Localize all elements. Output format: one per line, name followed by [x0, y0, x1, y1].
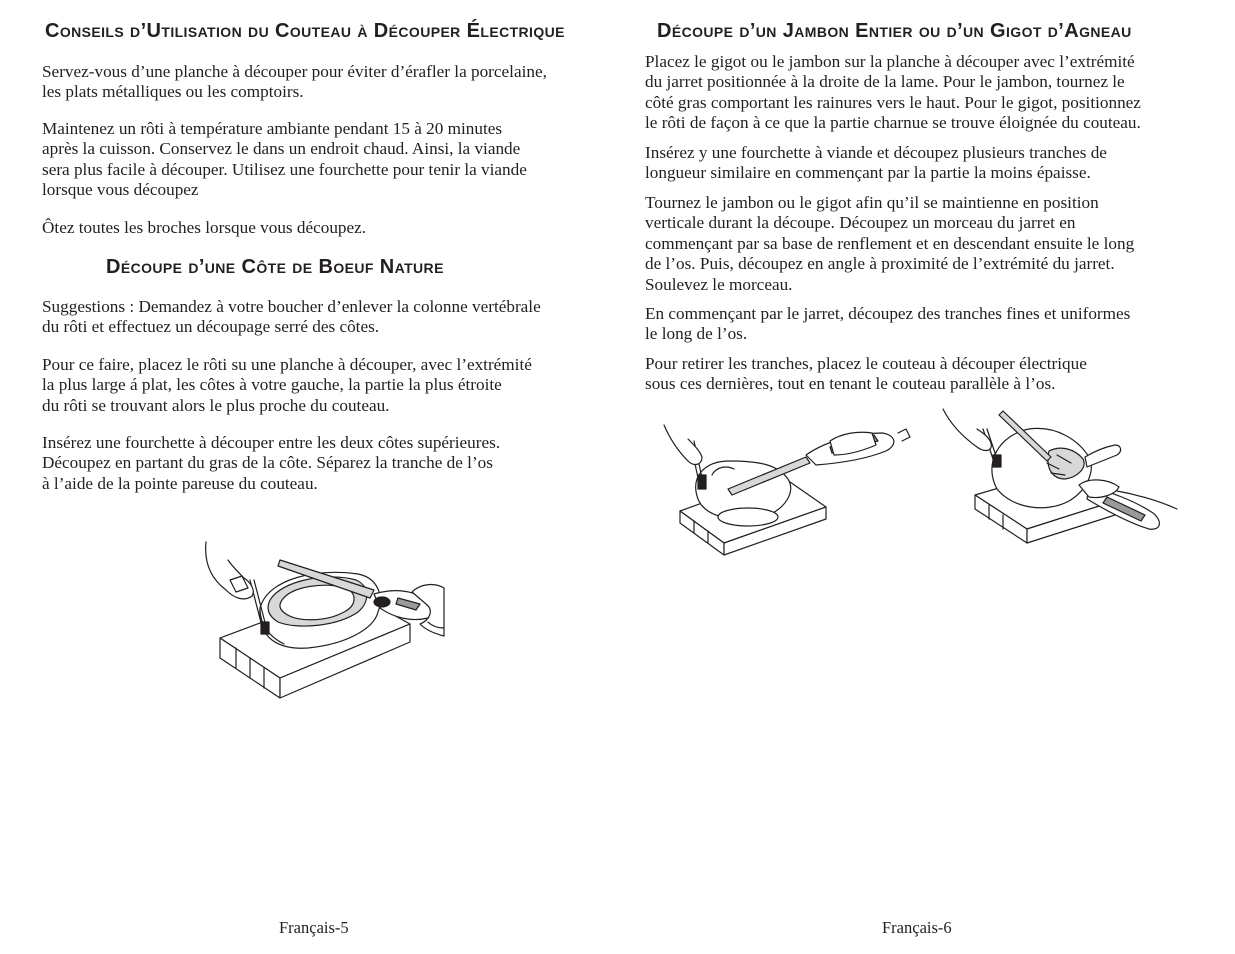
paragraph-remove-skewers: Ôtez toutes les broches lorsque vous découpez. — [42, 218, 367, 237]
page-number-right: Français-6 — [882, 918, 952, 937]
ham-slicing-illustration — [660, 405, 920, 557]
paragraph-thin-slices: En commençant par le jarret, découpez des tranches fines et uniformes le long de l’os. — [645, 304, 1131, 344]
paragraph-insert-fork: Insérez une fourchette à découper entre les deux côtes supérieures. Découpez en partant du gras de la côte. Séparez la tranche de l’os à l’aide de la pointe pareuse du couteau. — [42, 433, 501, 493]
paragraph-place-ham: Placez le gigot ou le jambon sur la planche à découper avec l’extrémité du jarret positionnée à la droite de la lame. Pour le jambon, tournez le côté gras comportant les rainures vers le haut. Pour le gigot, positionnez le rôti de façon à ce que la partie charnue se trouve éloignée du couteau. — [645, 52, 1141, 133]
paragraph-suggestions: Suggestions : Demandez à votre boucher d’enlever la colonne vertébrale du rôti et effectuez un découpage serré des côtes. — [42, 297, 541, 337]
paragraph-place-roast: Pour ce faire, placez le rôti su une planche à découper, avec l’extrémité la plus large á plat, les côtes à votre gauche, la partie la plus étroite du rôti se trouvant alors le plus proche du couteau. — [42, 355, 532, 415]
left-page — [0, 0, 617, 954]
paragraph-remove-slices: Pour retirer les tranches, placez le couteau à découper électrique sous ces dernières, tout en tenant le couteau parallèle à l’os. — [645, 354, 1087, 394]
paragraph-room-temperature: Maintenez un rôti à température ambiante pendant 15 à 20 minutes après la cuisson. Conservez le dans un endroit chaud. Ainsi, la viande sera plus facile à découper. Utilisez une fourchette pour tenir la viande lorsque vous découpez — [42, 119, 527, 200]
paragraph-cutting-board: Servez-vous d’une planche à découper pour éviter d’érafler la porcelaine, les plats métalliques ou les comptoirs. — [42, 62, 547, 102]
right-page — [617, 0, 1235, 954]
heading-tips: Conseils d’Utilisation du Couteau à Découper Électrique — [45, 20, 565, 42]
rib-roast-carving-illustration — [198, 538, 448, 703]
ham-upright-illustration — [939, 405, 1179, 547]
page-number-left: Français-5 — [279, 918, 349, 937]
paragraph-insert-fork-ham: Insérez y une fourchette à viande et découpez plusieurs tranches de longueur similaire en commençant par la partie la moins épaisse. — [645, 143, 1107, 183]
paragraph-turn-ham: Tournez le jambon ou le gigot afin qu’il se maintienne en position verticale durant la découpe. Découpez un morceau du jarret en commençant par sa base de renflement et en descendant ensuite le long de l’os. Puis, découpez en angle à proximité de l’extrémité du jarret. Soulevez le morceau. — [645, 193, 1135, 294]
heading-rib-roast: Découpe d’une Côte de Boeuf Nature — [106, 256, 444, 278]
heading-ham-lamb: Découpe d’un Jambon Entier ou d’un Gigot d’Agneau — [657, 20, 1132, 42]
